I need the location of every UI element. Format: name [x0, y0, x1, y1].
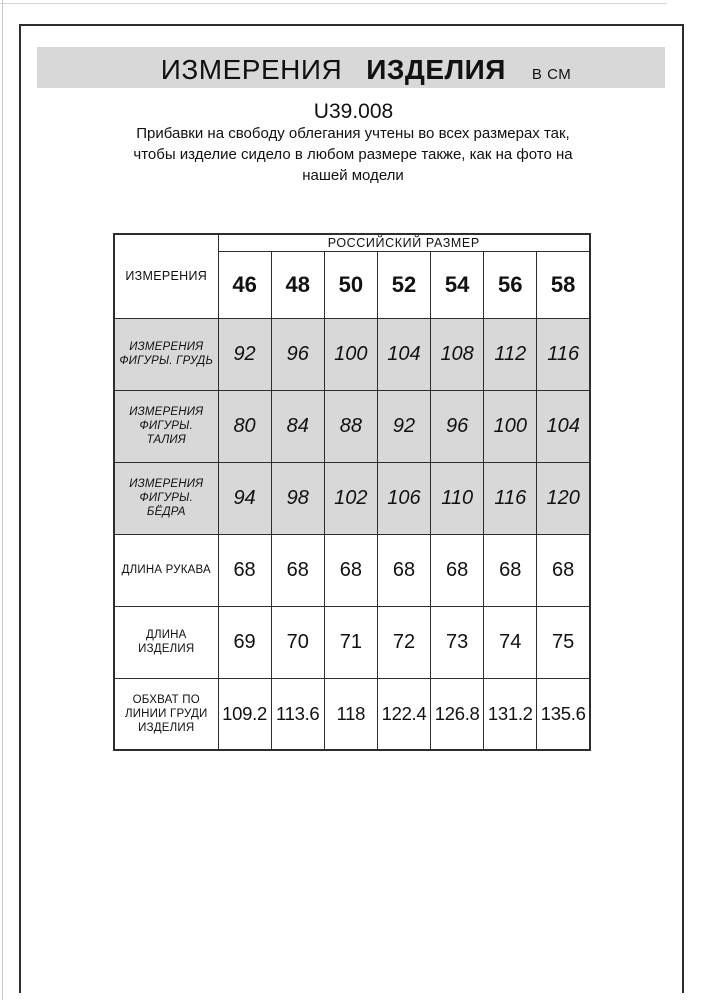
measurement-value: 88	[324, 390, 377, 462]
size-column-header: 52	[377, 251, 430, 318]
size-column-header: 56	[484, 251, 537, 318]
measurement-value: 106	[377, 462, 430, 534]
title-units: В СМ	[531, 66, 572, 83]
measurement-value: 68	[537, 534, 590, 606]
measurement-value: 100	[324, 318, 377, 390]
measurement-value: 104	[377, 318, 430, 390]
table-row-figure-waist	[114, 390, 590, 462]
measurement-value: 68	[324, 534, 377, 606]
title-word-product: ИЗДЕЛИЯ	[366, 54, 506, 85]
table-row-sleeve-length	[114, 534, 590, 606]
measurement-value: 72	[377, 606, 430, 678]
table-row-figure-chest	[114, 318, 590, 390]
measurement-value: 113.6	[271, 678, 324, 750]
size-column-header: 46	[218, 251, 271, 318]
measurement-value: 71	[324, 606, 377, 678]
size-column-header: 50	[324, 251, 377, 318]
table-row-item-length	[114, 606, 590, 678]
measurement-value: 100	[484, 390, 537, 462]
measurement-value: 94	[218, 462, 271, 534]
fit-note-line-3: нашей модели	[302, 167, 404, 184]
measurement-value: 102	[324, 462, 377, 534]
measurement-value: 122.4	[377, 678, 430, 750]
measurement-value: 118	[324, 678, 377, 750]
measurement-value: 75	[537, 606, 590, 678]
measurement-value: 68	[484, 534, 537, 606]
measurement-value: 109.2	[218, 678, 271, 750]
measurement-value: 69	[218, 606, 271, 678]
measurement-value: 96	[271, 318, 324, 390]
measurement-value: 92	[377, 390, 430, 462]
scan-edge-left-line	[2, 0, 3, 1000]
table-group-header-row	[114, 234, 590, 251]
row-label: ИЗМЕРЕНИЯ ФИГУРЫ. ГРУДЬ	[114, 318, 218, 390]
measurement-value: 74	[484, 606, 537, 678]
measurement-value: 68	[218, 534, 271, 606]
size-column-header: 54	[431, 251, 484, 318]
fit-note	[103, 123, 603, 186]
size-column-header: 48	[271, 251, 324, 318]
row-label: ДЛИНА РУКАВА	[114, 534, 218, 606]
fit-note-line-2: чтобы изделие сидело в любом размере также, как на фото на	[133, 146, 573, 163]
measurement-value: 116	[484, 462, 537, 534]
row-label: ИЗМЕРЕНИЯ ФИГУРЫ. ТАЛИЯ	[114, 390, 218, 462]
measurement-value: 104	[537, 390, 590, 462]
row-label: ИЗМЕРЕНИЯ ФИГУРЫ. БЁДРА	[114, 462, 218, 534]
title-band	[37, 47, 665, 88]
row-label: ДЛИНА ИЗДЕЛИЯ	[114, 606, 218, 678]
measurement-value: 80	[218, 390, 271, 462]
measurement-value: 92	[218, 318, 271, 390]
measurement-value: 116	[537, 318, 590, 390]
table-row-figure-hips	[114, 462, 590, 534]
row-label: ОБХВАТ ПО ЛИНИИ ГРУДИ ИЗДЕЛИЯ	[114, 678, 218, 750]
measurement-value: 96	[431, 390, 484, 462]
measurements-corner-cell: ИЗМЕРЕНИЯ	[114, 234, 218, 318]
russian-size-header: РОССИЙСКИЙ РАЗМЕР	[218, 234, 590, 251]
product-code: U39.008	[313, 100, 394, 123]
measurement-value: 131.2	[484, 678, 537, 750]
measurement-value: 68	[377, 534, 430, 606]
measurement-value: 108	[431, 318, 484, 390]
measurement-value: 98	[271, 462, 324, 534]
title-word-measurements: ИЗМЕРЕНИЯ	[160, 54, 343, 85]
measurement-value: 135.6	[537, 678, 590, 750]
measurement-value: 110	[431, 462, 484, 534]
size-table	[113, 233, 591, 751]
measurement-value: 84	[271, 390, 324, 462]
scan-edge-top-line	[0, 3, 667, 4]
table-row-chest-girth-item	[114, 678, 590, 750]
size-column-header: 58	[537, 251, 590, 318]
measurement-value: 68	[431, 534, 484, 606]
measurement-value: 112	[484, 318, 537, 390]
measurement-value: 68	[271, 534, 324, 606]
measurement-value: 120	[537, 462, 590, 534]
fit-note-line-1: Прибавки на свободу облегания учтены во всех размерах так,	[136, 125, 570, 142]
measurement-value: 126.8	[431, 678, 484, 750]
measurement-value: 73	[431, 606, 484, 678]
measurement-value: 70	[271, 606, 324, 678]
